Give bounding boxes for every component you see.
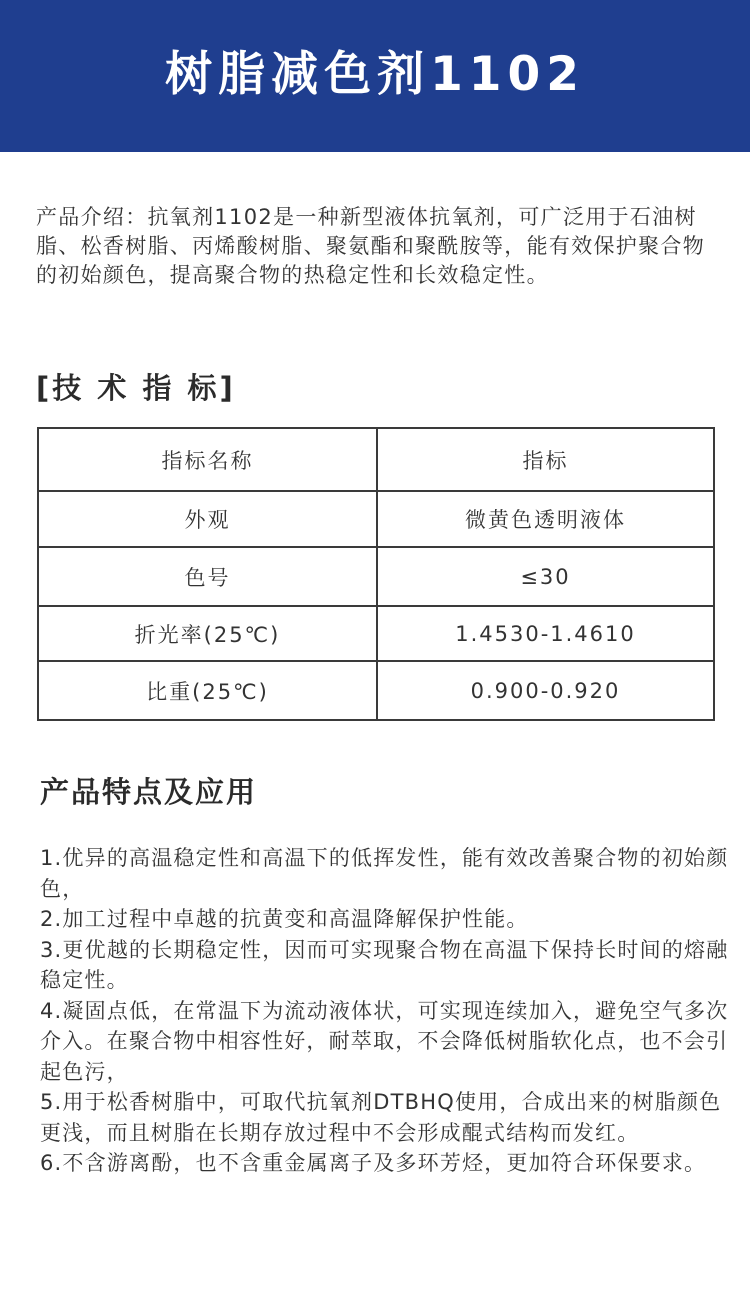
spec-table-header-row bbox=[38, 428, 714, 491]
table-row bbox=[38, 547, 714, 606]
title-banner bbox=[0, 0, 750, 152]
spec-name-cell: 色号 bbox=[38, 547, 377, 606]
page-title: 树脂减色剂1102 bbox=[165, 47, 585, 102]
table-row bbox=[38, 491, 714, 547]
list-item: 6.不含游离酚，也不含重金属离子及多环芳烃，更加符合环保要求。 bbox=[40, 1151, 707, 1175]
list-item: 1.优异的高温稳定性和高温下的低挥发性，能有效改善聚合物的初始颜色， bbox=[40, 846, 729, 901]
spec-value-cell: ≤30 bbox=[377, 547, 714, 606]
spec-value-cell: 0.900-0.920 bbox=[377, 661, 714, 720]
list-item: 5.用于松香树脂中，可取代抗氧剂DTBHQ使用，合成出来的树脂颜色更浅，而且树脂在长期存放过程中不会形成醌式结构而发红。 bbox=[40, 1090, 722, 1145]
spec-name-cell: 折光率(25℃) bbox=[38, 606, 377, 661]
table-row bbox=[38, 661, 714, 720]
spec-header-value: 指标 bbox=[377, 428, 714, 491]
spec-header-name: 指标名称 bbox=[38, 428, 377, 491]
spec-value-cell: 1.4530-1.4610 bbox=[377, 606, 714, 661]
list-item: 2.加工过程中卓越的抗黄变和高温降解保护性能。 bbox=[40, 907, 529, 931]
spec-name-cell: 比重(25℃) bbox=[38, 661, 377, 720]
spec-table bbox=[37, 427, 715, 721]
list-item: 3.更优越的长期稳定性，因而可实现聚合物在高温下保持长时间的熔融稳定性。 bbox=[40, 937, 729, 992]
spec-value-cell: 微黄色透明液体 bbox=[377, 491, 714, 547]
product-intro: 产品介绍：抗氧剂1102是一种新型液体抗氧剂，可广泛用于石油树脂、松香树脂、丙烯酸树脂、聚氨酯和聚酰胺等，能有效保护聚合物的初始颜色，提高聚合物的热稳定性和长效稳定性。 bbox=[36, 205, 705, 287]
features-heading: 产品特点及应用 bbox=[40, 775, 258, 809]
spec-name-cell: 外观 bbox=[38, 491, 377, 547]
table-row bbox=[38, 606, 714, 661]
spec-heading: [技 术 指 标] bbox=[36, 371, 236, 405]
features-list bbox=[40, 843, 730, 1179]
list-item: 4.凝固点低，在常温下为流动液体状，可实现连续加入，避免空气多次介入。在聚合物中相容性好，耐萃取，不会降低树脂软化点，也不会引起色污， bbox=[40, 998, 729, 1084]
